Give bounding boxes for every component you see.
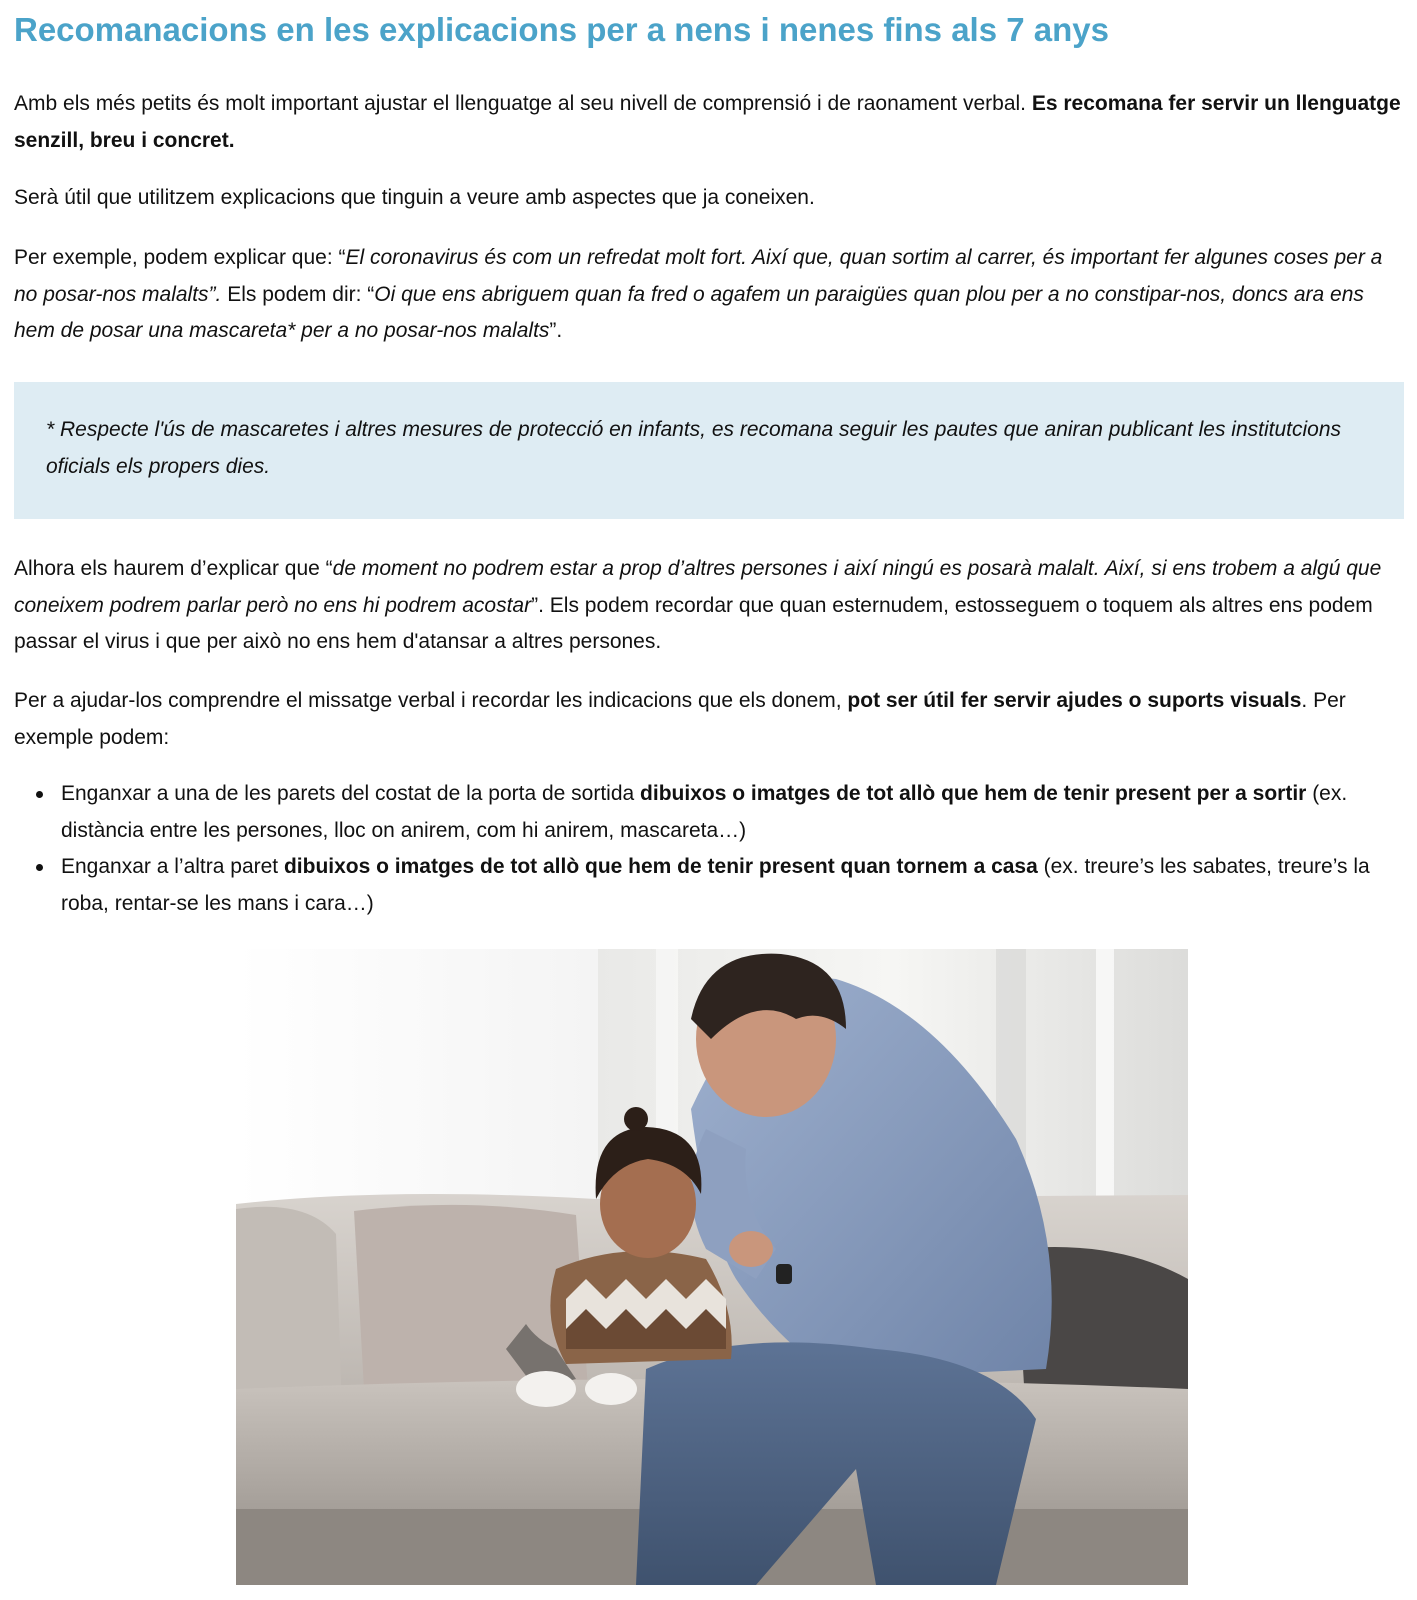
paragraph-language (14, 86, 1404, 159)
photo-father-and-child-on-sofa (236, 949, 1188, 1585)
example-quote-2: Oi que ens abriguem quan fa fred o agafem un paraigües quan plou per a no constipar-nos, doncs ara ens hem de posar una mascareta* per a no posar-nos malalts (14, 282, 1364, 342)
visual-aids-list (14, 776, 1404, 922)
list-item (14, 776, 1404, 849)
list-item-bold: dibuixos o imatges de tot allò que hem de tenir present quan tornem a casa (283, 855, 1038, 878)
visual-aids-lead: Per a ajudar-los comprendre el missatge verbal i recordar les indicacions que els donem, (14, 689, 848, 712)
list-item-bold: dibuixos o imatges de tot allò que hem de tenir present per a sortir (640, 782, 1307, 805)
paragraph-text: Amb els més petits és molt important ajustar el llenguatge al seu nivell de comprensió i de raonament verbal. (14, 92, 1032, 115)
note-box: * Respecte l'ús de mascaretes i altres mesures de protecció en infants, es recomana seguir les pautes que aniran publicant les institutcions oficials els propers dies. (14, 382, 1404, 519)
section-heading: Recomanacions en les explicacions per a nens i nenes fins als 7 anys (14, 11, 1109, 48)
distance-lead: Alhora els haurem d’explicar que “ (14, 557, 333, 580)
example-end: ”. (549, 319, 563, 342)
bullet-icon (36, 864, 43, 871)
list-item (14, 849, 1404, 922)
example-lead: Per exemple, podem explicar que: “ (14, 246, 346, 269)
distance-rest: ”. Els podem recordar que quan esternudem, estosseguem o toquem als altres ens podem passar el virus i que per això no ens hem d'atansar a altres persones. (14, 593, 1373, 653)
paragraph-explanations: Serà útil que utilitzem explicacions que tinguin a veure amb aspectes que ja coneixen. (14, 186, 815, 209)
list-item-lead: Enganxar a l’altra paret (61, 855, 284, 878)
example-mid: Els podem dir: “ (221, 282, 375, 306)
list-item-rest: (ex. treure’s les sabates, treure’s la roba, rentar-se les mans i cara…) (61, 855, 1370, 915)
bullet-icon (36, 791, 43, 798)
visual-aids-bold: pot ser útil fer servir ajudes o suports visuals (847, 689, 1302, 712)
distance-quote: de moment no podrem estar a prop d’altres persones i així ningú es posarà malalt. Així, si ens trobem a algú que coneixem podrem parlar però no ens hi podrem acostar (14, 557, 1382, 617)
visual-aids-rest: . Per exemple podem: (14, 689, 1346, 749)
paragraph-bold: Es recomana fer servir un llenguatge senzill, breu i concret. (14, 92, 1401, 152)
list-item-lead: Enganxar a una de les parets del costat de la porta de sortida (61, 782, 641, 805)
paragraph-distance (14, 551, 1404, 661)
paragraph-example (14, 240, 1404, 350)
example-quote-1: El coronavirus és com un refredat molt fort. Així que, quan sortim al carrer, és important fer algunes coses per a no posar-nos malalts”. (14, 246, 1383, 306)
paragraph-visual-aids (14, 683, 1404, 756)
list-item-rest: (ex. distància entre les persones, lloc on anirem, com hi anirem, mascareta…) (61, 782, 1348, 842)
